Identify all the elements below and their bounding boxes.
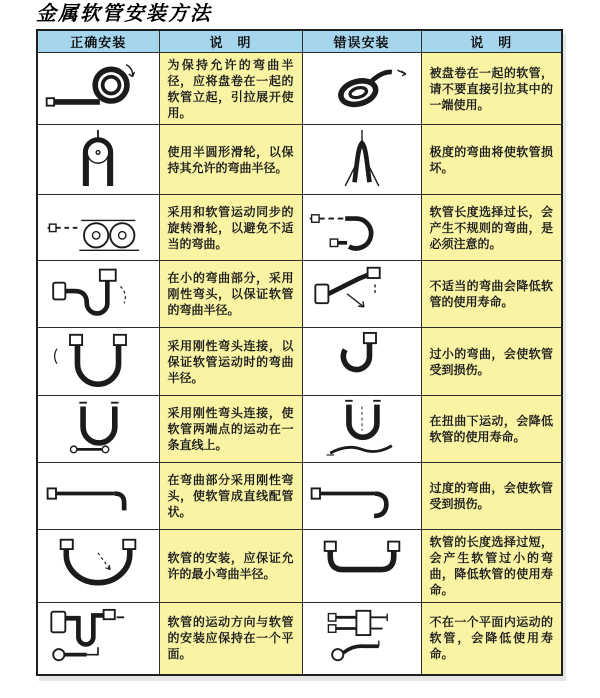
wrong-illustration-cell [302,463,421,530]
correct-description-cell [159,195,302,261]
coiled-hose-unrolled-icon [42,57,154,117]
wrong-description-cell [421,463,562,530]
wrong-description-cell [421,53,562,125]
table-row [37,603,562,675]
page-title: 金属软管安装方法 [36,1,212,25]
correct-description-cell [159,463,302,530]
same-plane-motion-icon [42,606,154,666]
wrong-illustration-cell [302,261,421,328]
wrong-description-cell [421,125,562,195]
wrong-illustration-cell [302,603,421,675]
correct-description-text: 采用和软管运动同步的旋转滑轮，以避免不适当的弯曲。 [167,204,294,251]
wrong-description-cell [421,530,562,603]
wrong-description-cell [421,396,562,463]
table-row [37,53,562,125]
wrong-description-text: 被盘卷在一起的软管，请不要直接引拉其中的一端使用。 [429,65,553,112]
correct-description-text: 采用刚性弯头连接，使软管两端点的运动在一条直线上。 [167,406,294,452]
correct-illustration-cell [37,195,159,261]
wrong-illustration-cell [302,328,421,396]
coiled-hose-pulled-end-icon [306,57,418,117]
table-row [37,463,562,530]
table-row [37,195,562,261]
table-row [37,125,562,195]
table-row [37,261,562,328]
u-hose-endpoints-straight-icon [42,397,154,457]
overlong-hose-loop-icon [306,196,418,256]
synchronized-rotating-pulley-icon [42,196,154,256]
correct-description-cell [159,125,302,195]
rigid-elbow-small-bend-icon [42,262,154,322]
overbent-elbow-icon [306,464,418,524]
correct-illustration-cell [37,530,159,603]
correct-illustration-cell [37,125,159,195]
too-short-hose-icon [306,534,418,594]
wrong-description-cell [421,195,562,261]
wrong-illustration-cell [302,53,421,125]
wrong-description-cell [421,328,562,396]
twisted-u-hose-icon [306,397,418,457]
correct-description-cell [159,53,302,125]
correct-description-text: 在小的弯曲部分，采用刚性弯头，以保证软管的弯曲半径。 [167,271,294,317]
too-small-bend-icon [306,330,418,390]
correct-description-text: 采用刚性弯头连接，以保证软管运动时的弯曲半径。 [167,338,294,385]
wrong-description-text: 在扭曲下运动，会降低软管的使用寿命。 [429,414,553,444]
wrong-description-text: 不适当的弯曲会降低软管的使用寿命。 [429,279,553,309]
wrong-description-text: 过度的弯曲，会使软管受到损伤。 [429,481,553,511]
header-wrong-install: 错误安装 [302,30,421,53]
semicircular-pulley-icon [42,128,154,188]
correct-description-cell [159,530,302,603]
out-of-plane-motion-icon [306,606,418,666]
correct-description-text: 为保持允许的弯曲半径，应将盘卷在一起的软管立起，引拉展开使用。 [167,57,294,120]
table-body [37,53,562,675]
wrong-illustration-cell [302,396,421,463]
straight-pipe-elbow-icon [42,464,154,524]
table-row [37,396,562,463]
installation-table [36,29,563,676]
correct-illustration-cell [37,603,159,675]
correct-illustration-cell [37,261,159,328]
correct-description-text: 使用半圆形滑轮，以保持其允许的弯曲半径。 [167,144,294,175]
correct-description-text: 软管的安装，应保证允许的最小弯曲半径。 [167,551,294,581]
correct-description-text: 在弯曲部分采用刚性弯头，使软管成直线配管状。 [167,473,294,519]
improper-bend-icon [306,262,418,322]
wrong-description-text: 不在一个平面内运动的软管，会降低使用寿命。 [429,615,553,662]
correct-illustration-cell [37,463,159,530]
header-correct-install: 正确安装 [37,30,159,53]
wrong-description-text: 软管长度选择过长，会产生不规则的弯曲，是必须注意的。 [429,204,553,251]
header-correct-description: 说 明 [159,30,302,53]
correct-illustration-cell [37,396,159,463]
extreme-bend-icon [306,128,418,188]
minimum-bend-radius-icon [42,534,154,594]
correct-description-cell [159,396,302,463]
wrong-description-cell [421,261,562,328]
wrong-description-text: 软管的长度选择过短，会产生软管过小的弯曲，降低软管的使用寿命。 [429,535,553,597]
table-row [37,328,562,396]
header-row [37,30,562,53]
wrong-illustration-cell [302,125,421,195]
rigid-elbow-u-hose-icon [42,330,154,390]
header-wrong-description: 说 明 [421,30,562,53]
correct-description-cell [159,603,302,675]
wrong-description-text: 极度的弯曲将使软管损坏。 [429,144,553,175]
correct-description-text: 软管的运动方向与软管的安装应保持在一个平面。 [167,615,294,662]
wrong-description-text: 过小的弯曲，会使软管受到损伤。 [429,346,553,377]
correct-illustration-cell [37,328,159,396]
correct-illustration-cell [37,53,159,125]
wrong-description-cell [421,603,562,675]
correct-description-cell [159,328,302,396]
wrong-illustration-cell [302,195,421,261]
table-row [37,530,562,603]
wrong-illustration-cell [302,530,421,603]
correct-description-cell [159,261,302,328]
